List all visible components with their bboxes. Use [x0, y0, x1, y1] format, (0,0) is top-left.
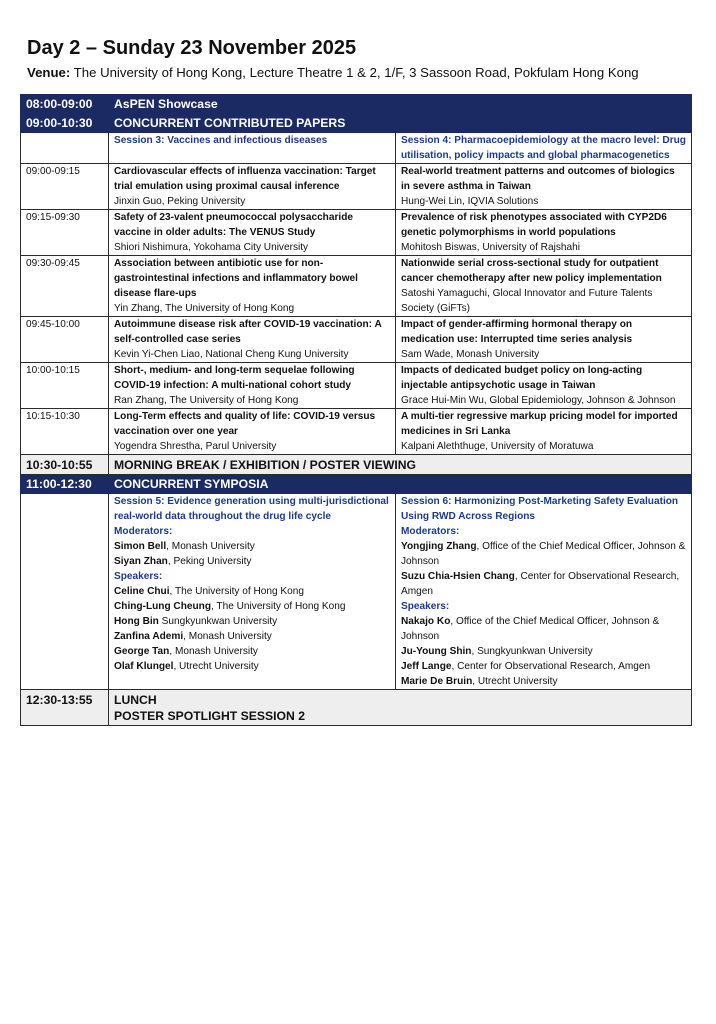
slot-time: 09:30-09:45 — [21, 256, 109, 317]
person-affiliation: , Monash University — [169, 646, 258, 657]
person-name: Hong Bin — [114, 616, 159, 627]
paper-title: Cardiovascular effects of influenza vaccination: Target trial emulation using proximal causal inference — [114, 166, 376, 192]
paper-author: Mohitosh Biswas, University of Rajshahi — [401, 242, 580, 253]
lunch-row — [21, 690, 692, 726]
moderator — [114, 554, 390, 569]
person-name: Suzu Chia-Hsien Chang — [401, 571, 515, 582]
speaker — [401, 644, 686, 659]
session-3-title: Session 3: Vaccines and infectious diseases — [109, 133, 396, 164]
speaker — [401, 659, 686, 674]
paper-author: Satoshi Yamaguchi, Glocal Innovator and Future Talents Society (GiFTs) — [401, 288, 653, 314]
person-name: Ching-Lung Cheung — [114, 601, 211, 612]
person-affiliation: , Center for Observational Research, Amgen — [451, 661, 651, 672]
paper-title: Safety of 23-valent pneumococcal polysaccharide vaccine in older adults: The VENUS Study — [114, 212, 353, 238]
moderators-label: Moderators: — [401, 526, 460, 537]
slot-time: 09:15-09:30 — [21, 210, 109, 256]
band-row — [21, 475, 692, 494]
session-4-paper — [396, 256, 692, 317]
session-4-paper — [396, 409, 692, 455]
paper-title: Short-, medium- and long-term sequelae following COVID-19 infection: A multi-national cohort study — [114, 365, 355, 391]
speaker — [114, 584, 390, 599]
person-name: Olaf Klungel — [114, 661, 174, 672]
person-affiliation: , The University of Hong Kong — [211, 601, 346, 612]
paper-author: Jinxin Guo, Peking University — [114, 196, 246, 207]
paper-author: Kalpani Aleththuge, University of Moratuwa — [401, 441, 594, 452]
slot-time: 09:45-10:00 — [21, 317, 109, 363]
person-name: Marie De Bruin — [401, 676, 473, 687]
speakers-label: Speakers: — [114, 571, 163, 582]
lunch-line: LUNCH — [114, 693, 157, 707]
band-time: 11:00-12:30 — [21, 475, 109, 494]
speaker — [114, 629, 390, 644]
lunch-time: 12:30-13:55 — [21, 690, 109, 726]
person-name: Nakajo Ko — [401, 616, 451, 627]
break-time: 10:30-10:55 — [21, 455, 109, 475]
session-header-row — [21, 133, 692, 164]
slot-time: 10:00-10:15 — [21, 363, 109, 409]
slot-time: 10:15-10:30 — [21, 409, 109, 455]
moderator — [114, 539, 390, 554]
person-name: Zanfina Ademi — [114, 631, 184, 642]
person-affiliation: , Office of the Chief Medical Officer, Johnson & Johnson — [401, 541, 686, 567]
session-3-paper — [109, 409, 396, 455]
band-time: 09:00-10:30 — [21, 114, 109, 133]
paper-title: Real-world treatment patterns and outcomes of biologics in severe asthma in Taiwan — [401, 166, 675, 192]
moderators-label: Moderators: — [114, 526, 173, 537]
paper-title: Association between antibiotic use for non-gastrointestinal infections and inflammatory bowel disease flare-ups — [114, 258, 358, 299]
break-row — [21, 455, 692, 475]
speaker — [114, 614, 390, 629]
session-3-paper — [109, 363, 396, 409]
person-name: Celine Chui — [114, 586, 170, 597]
speaker — [401, 674, 686, 689]
slot-time: 09:00-09:15 — [21, 164, 109, 210]
paper-author: Shiori Nishimura, Yokohama City University — [114, 242, 309, 253]
person-name: George Tan — [114, 646, 170, 657]
paper-title: A multi-tier regressive markup pricing model for imported medicines in Sri Lanka — [401, 411, 678, 437]
lunch-label — [109, 690, 692, 726]
paper-row — [21, 210, 692, 256]
person-name: Siyan Zhan — [114, 556, 168, 567]
speakers-label: Speakers: — [401, 601, 450, 612]
person-name: Jeff Lange — [401, 661, 452, 672]
paper-row — [21, 164, 692, 210]
paper-row — [21, 409, 692, 455]
venue-line — [27, 64, 691, 81]
person-affiliation: , Sungkyunkwan University — [471, 646, 593, 657]
paper-author: Hung-Wei Lin, IQVIA Solutions — [401, 196, 539, 207]
venue-text: The University of Hong Kong, Lecture Theatre 1 & 2, 1/F, 3 Sassoon Road, Pokfulam Hong Kong — [70, 65, 639, 80]
person-name: Yongjing Zhang — [401, 541, 477, 552]
person-affiliation: , Monash University — [183, 631, 272, 642]
paper-row — [21, 256, 692, 317]
band-row — [21, 114, 692, 133]
paper-author: Yin Zhang, The University of Hong Kong — [114, 303, 295, 314]
band-row — [21, 95, 692, 114]
paper-title: Impacts of dedicated budget policy on long-acting injectable antipsychotic usage in Taiwan — [401, 365, 643, 391]
person-name: Simon Bell — [114, 541, 167, 552]
person-affiliation: , Monash University — [166, 541, 255, 552]
band-label: AsPEN Showcase — [109, 95, 692, 114]
schedule-table — [20, 94, 692, 726]
speaker — [401, 614, 686, 644]
person-affiliation: , Office of the Chief Medical Officer, Johnson & Johnson — [401, 616, 660, 642]
paper-author: Yogendra Shrestha, Parul University — [114, 441, 277, 452]
page-title: Day 2 – Sunday 23 November 2025 — [27, 37, 357, 59]
session-5-block — [109, 494, 396, 690]
paper-author: Grace Hui-Min Wu, Global Epidemiology, Johnson & Johnson — [401, 395, 676, 406]
paper-author: Kevin Yi-Chen Liao, National Cheng Kung University — [114, 349, 349, 360]
paper-author: Sam Wade, Monash University — [401, 349, 540, 360]
speaker — [114, 659, 390, 674]
program-page — [20, 0, 691, 726]
paper-row — [21, 363, 692, 409]
person-affiliation: , Center for Observational Research, Amgen — [401, 571, 680, 597]
paper-title: Autoimmune disease risk after COVID-19 vaccination: A self-controlled case series — [114, 319, 382, 345]
session-4-paper — [396, 363, 692, 409]
session-4-paper — [396, 317, 692, 363]
person-affiliation: , The University of Hong Kong — [169, 586, 304, 597]
person-affiliation: , Utrecht University — [173, 661, 259, 672]
paper-row — [21, 317, 692, 363]
symposia-row — [21, 494, 692, 690]
session-4-paper — [396, 210, 692, 256]
moderator — [401, 569, 686, 599]
session-6-title: Session 6: Harmonizing Post-Marketing Safety Evaluation Using RWD Across Regions — [401, 496, 679, 522]
paper-author: Ran Zhang, The University of Hong Kong — [114, 395, 299, 406]
person-affiliation: Sungkyunkwan University — [158, 616, 278, 627]
paper-title: Long-Term effects and quality of life: COVID-19 versus vaccination over one year — [114, 411, 376, 437]
paper-title: Prevalence of risk phenotypes associated with CYP2D6 genetic polymorphisms in world populations — [401, 212, 667, 238]
session-4-paper — [396, 164, 692, 210]
session-3-paper — [109, 317, 396, 363]
speaker — [114, 644, 390, 659]
session-4-title: Session 4: Pharmacoepidemiology at the macro level: Drug utilisation, policy impacts and global pharmacogenetics — [396, 133, 692, 164]
band-label: CONCURRENT SYMPOSIA — [109, 475, 692, 494]
session-6-block — [396, 494, 692, 690]
band-label: CONCURRENT CONTRIBUTED PAPERS — [109, 114, 692, 133]
paper-title: Nationwide serial cross-sectional study for outpatient cancer chemotherapy after new policy implementation — [401, 258, 662, 284]
session-3-paper — [109, 164, 396, 210]
break-label: MORNING BREAK / EXHIBITION / POSTER VIEWING — [109, 455, 692, 475]
moderator — [401, 539, 686, 569]
person-affiliation: , Utrecht University — [472, 676, 558, 687]
session-5-title: Session 5: Evidence generation using multi-jurisdictional real-world data throughout the drug life cycle — [114, 496, 389, 522]
poster-spotlight-line: POSTER SPOTLIGHT SESSION 2 — [114, 709, 305, 723]
person-name: Ju-Young Shin — [401, 646, 472, 657]
session-3-paper — [109, 210, 396, 256]
speaker — [114, 599, 390, 614]
person-affiliation: , Peking University — [167, 556, 252, 567]
band-time: 08:00-09:00 — [21, 95, 109, 114]
session-3-paper — [109, 256, 396, 317]
paper-title: Impact of gender-affirming hormonal therapy on medication use: Interrupted time series analysis — [401, 319, 633, 345]
venue-label: Venue: — [27, 65, 71, 80]
